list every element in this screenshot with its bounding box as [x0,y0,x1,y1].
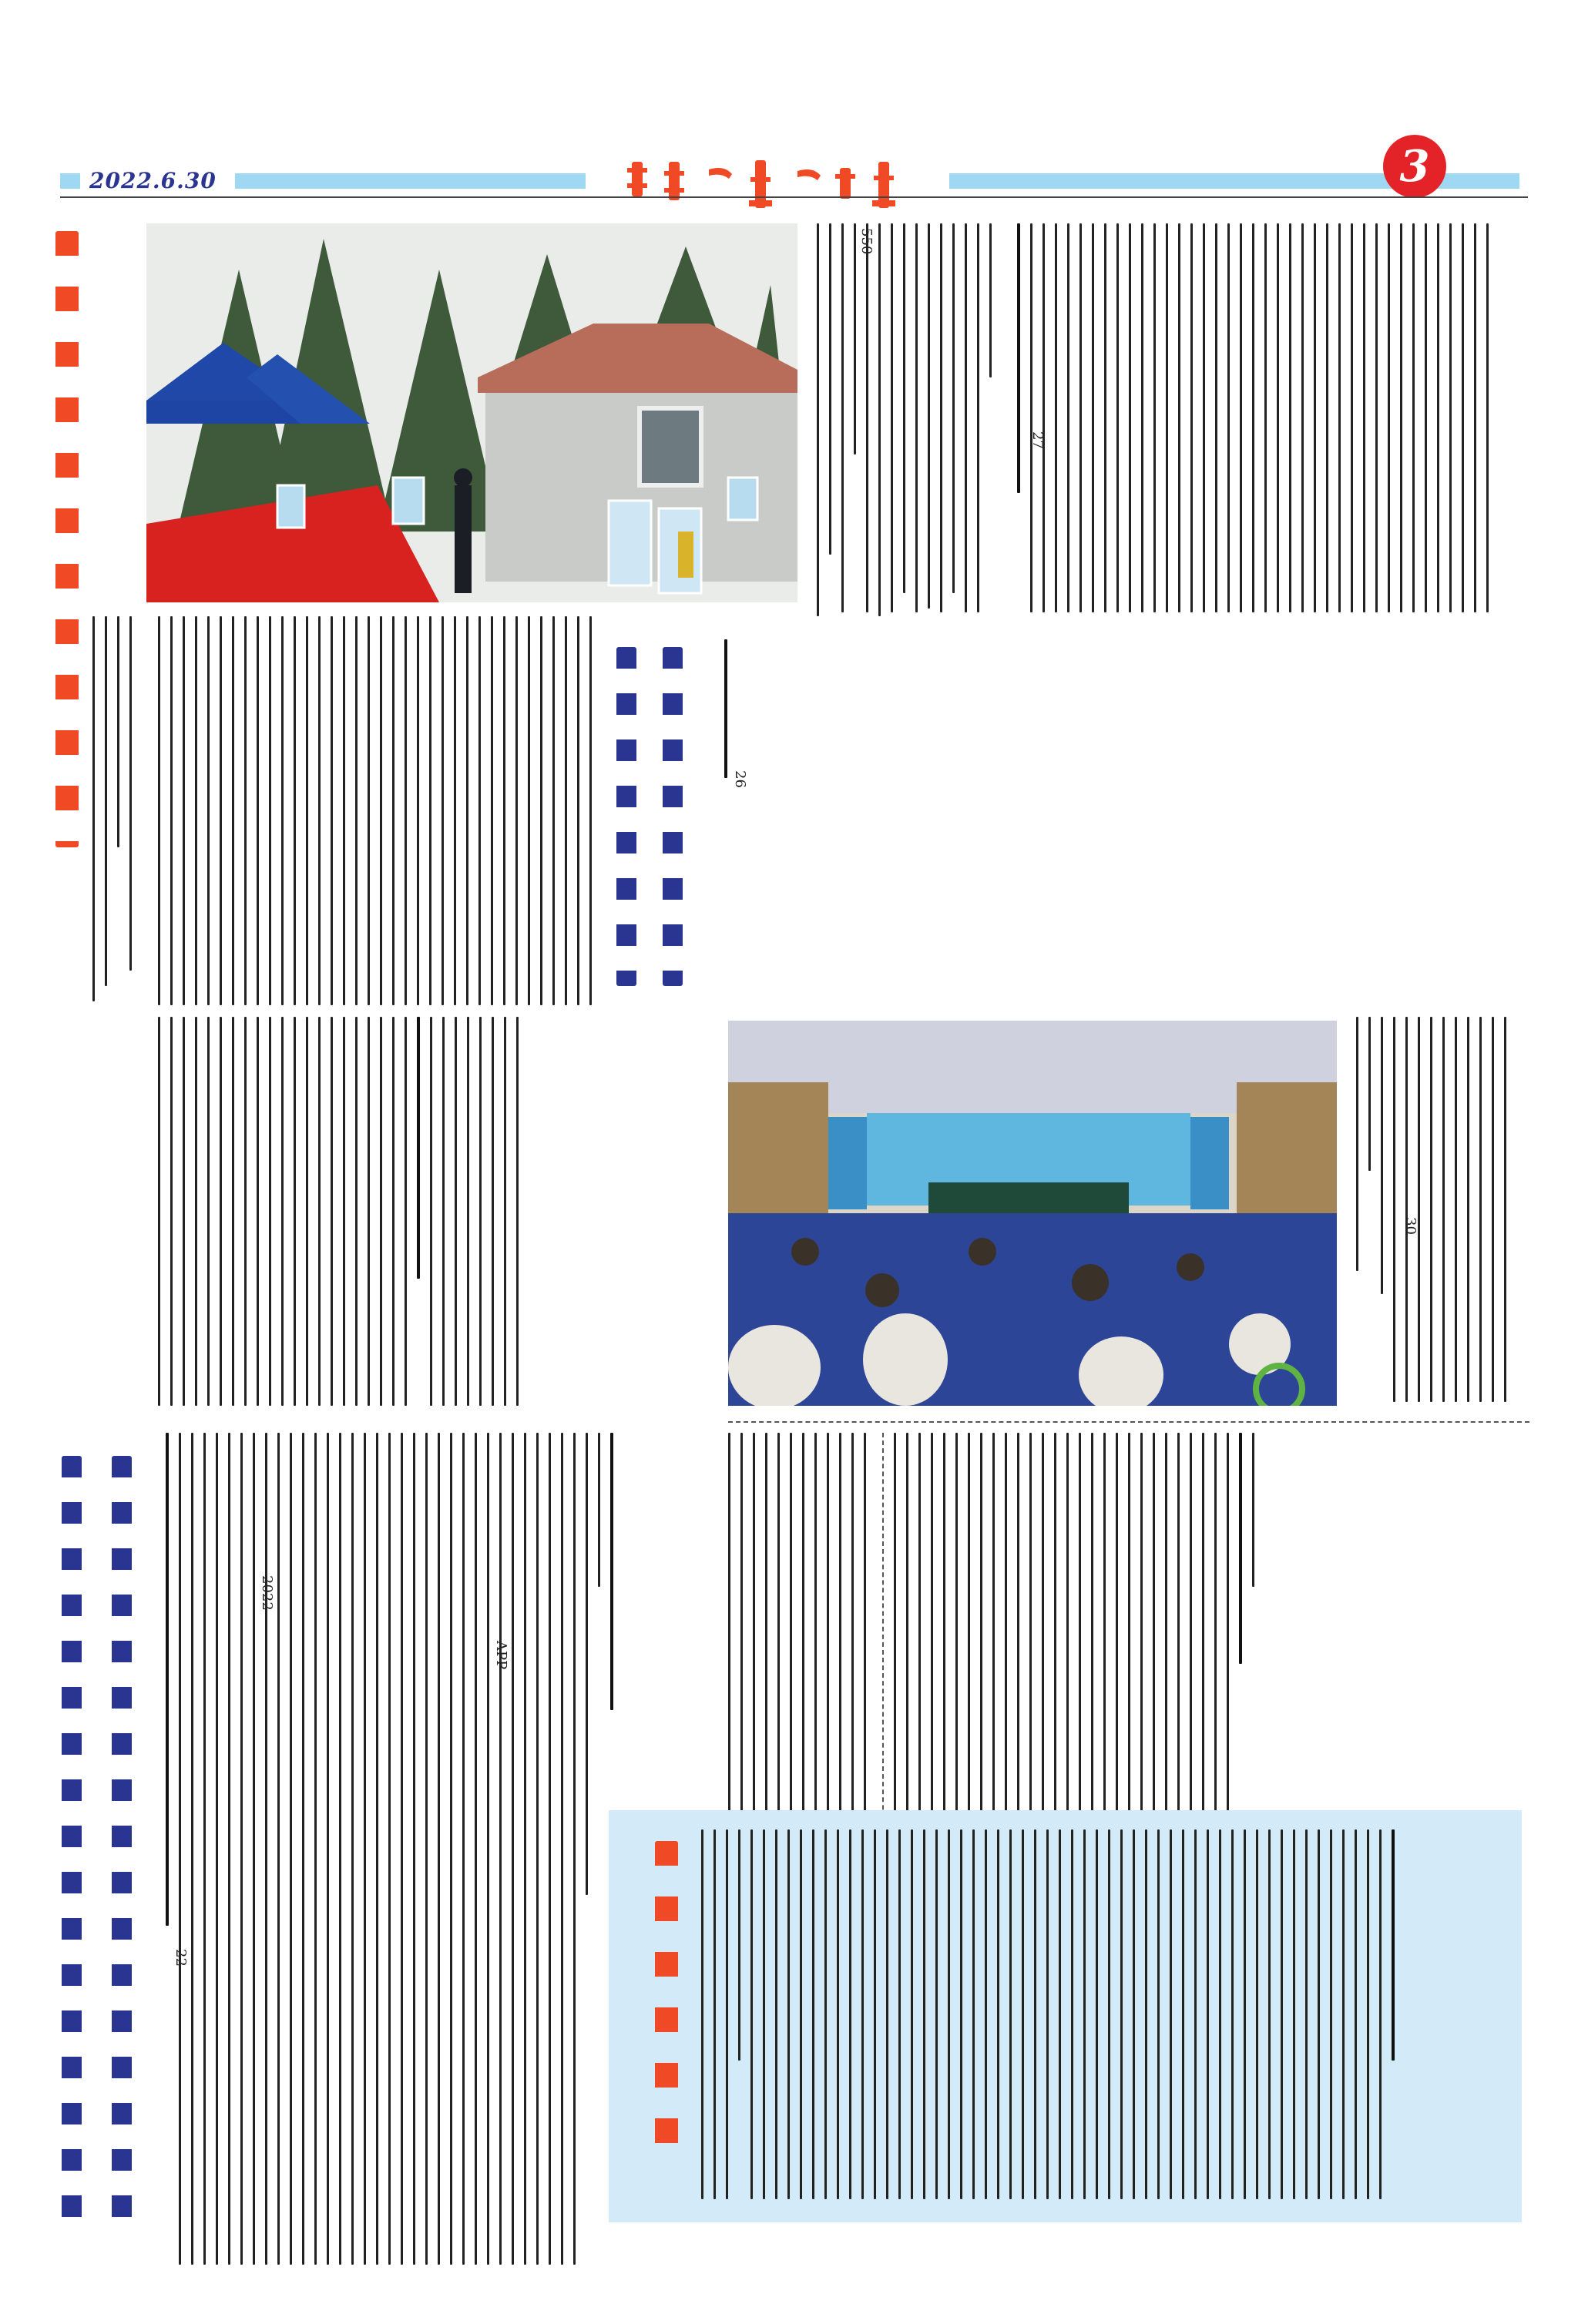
article-bottom-left-headline-1 [62,1456,82,2226]
year-figure-bottom-left: 2022 [259,1575,275,1611]
article-bottom-left-body [166,1433,623,2295]
issue-date: 2022.6.30 [89,168,217,193]
date-figure-middle: 26 [732,770,748,788]
article-left-body-upper [158,616,602,1017]
article-left-body-lower [158,1017,529,1417]
section-divider [728,1421,1529,1423]
article-top-right-body-2 [1017,223,1499,624]
header-bar-left [60,173,80,189]
header-rule [60,196,1528,198]
article-left-headline [55,231,79,847]
article-middle-headline-1 [616,647,636,986]
sidebar-box-body [701,1829,1405,2207]
sidebar-box [609,1810,1522,2222]
page-number-badge: 3 [1383,135,1446,198]
article-middle-dateline [724,639,737,778]
date-figure-top: 27 [1029,431,1046,449]
conference-photo [728,1021,1337,1406]
article-bottom-left-headline-2 [112,1456,132,2226]
inline-number: 550 [858,228,875,255]
header-bar-mid [235,173,586,189]
article-top-right-body [817,223,1002,624]
sidebar-box-title [655,1841,678,2149]
article-middle-headline-2 [663,647,683,986]
date-figure-bottom-left: 22 [173,1949,189,1967]
masthead-logo-icon [624,154,917,212]
masthead [624,154,917,212]
article-left-body [92,616,142,1017]
campus-gate-photo [146,223,797,602]
date-figure-right-middle: 30 [1402,1217,1419,1235]
article-right-middle-body [1356,1017,1516,1417]
app-label-bottom-left: APP [493,1641,509,1670]
